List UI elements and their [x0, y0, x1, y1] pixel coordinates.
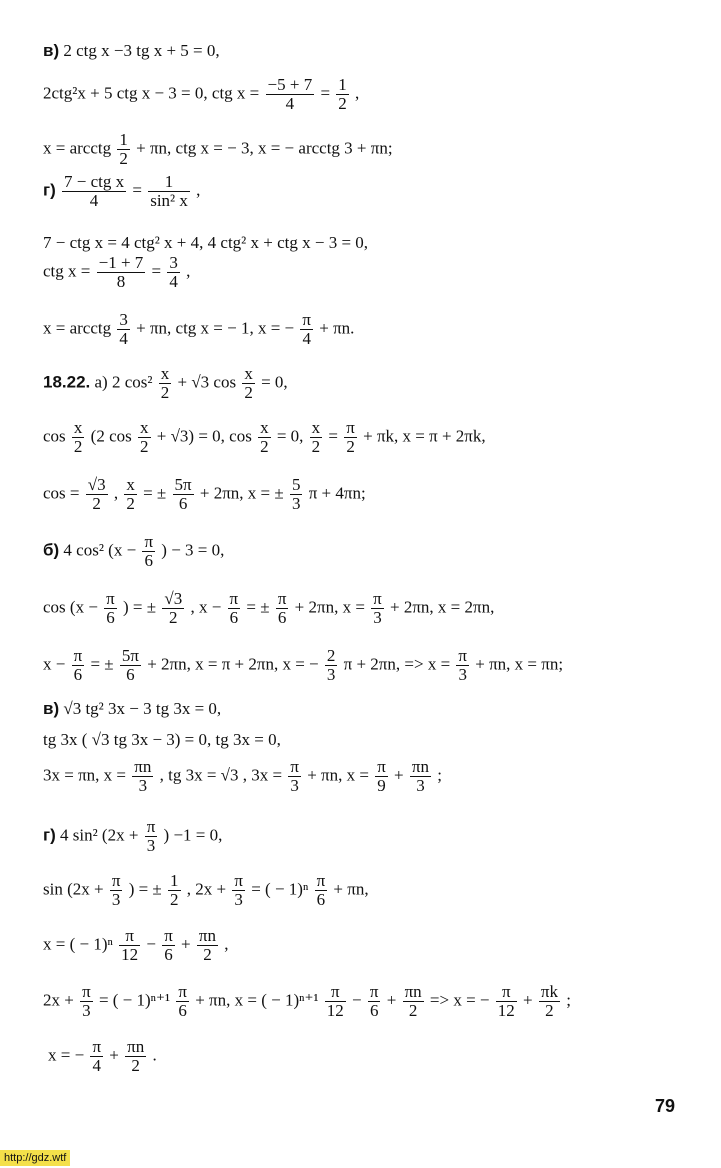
line-1 [43, 42, 220, 59]
expr: + 2πn, x = π + 2πn, x = − [147, 654, 319, 674]
fraction [168, 872, 181, 909]
numerator: πn [134, 757, 152, 776]
equation: 2 ctg x −3 tg x + 5 = 0, [63, 41, 220, 60]
fraction [90, 1038, 103, 1075]
fraction [72, 647, 85, 684]
denominator: 12 [497, 1000, 515, 1020]
fraction [80, 983, 93, 1020]
fraction [132, 758, 153, 795]
expr: = 0, [261, 372, 288, 392]
fraction [456, 647, 469, 684]
denominator: 2 [86, 494, 108, 513]
line-8 [43, 365, 288, 402]
expr: = [151, 261, 162, 281]
line-10 [43, 476, 366, 513]
denominator: sin² x [150, 190, 188, 210]
fraction [97, 254, 146, 291]
denominator: 4 [62, 191, 126, 210]
fraction [266, 76, 315, 113]
expr: , [186, 261, 191, 281]
fraction [86, 476, 108, 513]
expr: ; [437, 765, 442, 785]
expr: + [394, 765, 404, 785]
item-label: в) [43, 41, 60, 60]
numerator: 1 [170, 871, 179, 890]
fraction [110, 872, 123, 909]
page-number: 79 [655, 1096, 676, 1116]
denominator: 6 [104, 608, 117, 627]
fraction [371, 590, 384, 627]
line-12 [43, 590, 494, 627]
expr: ctg x = [43, 261, 91, 281]
numerator: √3 [164, 589, 183, 608]
line-9 [43, 419, 486, 456]
expr: sin (2x + [43, 879, 104, 899]
expr: x = arcctg [43, 138, 112, 158]
numerator: πn [127, 1037, 145, 1056]
numerator: 1 [338, 75, 347, 94]
watermark-link[interactable]: http://gdz.wtf [0, 1150, 70, 1166]
expr: 4 sin² (2x + [60, 825, 139, 845]
expr: + 2πn, x = [294, 597, 365, 617]
denominator: 3 [80, 1001, 93, 1020]
numerator: π [331, 982, 340, 1001]
expr: + πn, ctg x = − 1, x = − [136, 318, 295, 338]
line-14 [43, 700, 221, 717]
expr: cos [43, 426, 66, 446]
numerator: 5π [174, 475, 192, 494]
expr: x − [43, 654, 66, 674]
expr: = 0, [276, 426, 304, 446]
expr: + [109, 1045, 119, 1065]
numerator: π [277, 589, 287, 608]
numerator: π [229, 589, 239, 608]
denominator: 2 [311, 436, 321, 456]
line-11 [43, 533, 224, 570]
fraction [410, 758, 431, 795]
fraction [142, 533, 155, 570]
expr: ) = ± [128, 879, 162, 899]
numerator: π [373, 589, 382, 608]
expr: (2 cos [90, 426, 132, 446]
numerator: 3 [119, 310, 128, 329]
fraction [117, 311, 130, 348]
numerator: 3 [169, 253, 178, 272]
expr: π + 2πn, => x = [343, 654, 451, 674]
denominator: 6 [228, 608, 241, 627]
expr: cos (x − [43, 597, 98, 617]
numerator: π [290, 757, 299, 776]
expr: 3x = πn, x = [43, 765, 127, 785]
denominator: 3 [291, 493, 301, 513]
expr: + πn, x = ( − 1)ⁿ⁺¹ [195, 990, 319, 1010]
numerator: 5 [291, 475, 301, 494]
expr: , [224, 934, 229, 954]
line-16 [43, 758, 442, 795]
fraction [300, 311, 313, 348]
denominator: 4 [90, 1056, 103, 1075]
fraction [62, 173, 126, 210]
expr: + [523, 990, 533, 1010]
numerator: 2 [326, 646, 336, 665]
fraction [72, 419, 85, 456]
denominator: 2 [73, 436, 83, 456]
expr: x = − [48, 1045, 85, 1065]
expr: , [113, 483, 119, 503]
denominator: 2 [197, 945, 218, 964]
fraction [120, 647, 141, 684]
denominator: 3 [326, 664, 336, 684]
fraction [310, 419, 323, 456]
denominator: 2 [338, 93, 347, 113]
expr: + πn, [333, 879, 369, 899]
denominator: 6 [162, 945, 175, 964]
equation: 7 − ctg x = 4 ctg² x + 4, 4 ctg² x + ctg x − 3 = 0, [43, 233, 369, 252]
expr: = [328, 426, 339, 446]
numerator: x [73, 418, 83, 437]
expr: , 2x + [186, 879, 227, 899]
line-2 [43, 76, 359, 113]
fraction [145, 818, 158, 855]
numerator: x [244, 364, 253, 383]
line-19 [43, 927, 228, 964]
fraction [119, 927, 140, 964]
expr: + √3 cos [177, 372, 237, 392]
expr: 2x + [43, 990, 74, 1010]
numerator: π [164, 926, 173, 945]
expr: + πk, x = π + 2πk, [363, 426, 486, 446]
expr: = ( − 1)ⁿ [251, 879, 309, 899]
denominator: 3 [145, 836, 158, 855]
fraction [148, 173, 190, 210]
line-18 [43, 872, 369, 909]
expr: => x = − [429, 990, 490, 1010]
numerator: π [92, 1037, 102, 1056]
denominator: 6 [276, 608, 289, 627]
fraction [368, 983, 381, 1020]
item-label: г) [43, 180, 56, 200]
expr: cos = [43, 483, 80, 503]
denominator: 8 [97, 272, 146, 291]
expr: = [320, 83, 331, 103]
fraction [167, 254, 180, 291]
fraction [315, 872, 328, 909]
expr: , x − [190, 597, 222, 617]
line-15 [43, 731, 281, 748]
denominator: 12 [326, 1000, 344, 1020]
line-21 [48, 1038, 157, 1075]
numerator: π [302, 310, 311, 329]
numerator: π [106, 589, 115, 608]
expr: + 2πn, x = ± [199, 483, 284, 503]
numerator: π [73, 646, 83, 665]
denominator: 6 [173, 494, 194, 513]
fraction [162, 927, 175, 964]
expr: + [386, 990, 397, 1010]
denominator: 2 [344, 437, 357, 456]
numerator: √3 [87, 475, 106, 494]
line-20 [43, 983, 571, 1020]
expr: + [181, 934, 191, 954]
denominator: 2 [140, 436, 149, 456]
item-label: в) [43, 699, 60, 718]
expr: = [132, 180, 142, 200]
fraction [325, 647, 338, 684]
fraction [162, 590, 184, 627]
expr: = ± [143, 483, 167, 503]
denominator: 2 [162, 608, 184, 627]
expr: а) 2 cos² [94, 372, 153, 392]
denominator: 4 [300, 329, 313, 348]
fraction [124, 476, 137, 513]
line-6 [43, 254, 190, 291]
fraction [104, 590, 117, 627]
denominator: 3 [371, 608, 384, 627]
fraction [258, 419, 271, 456]
expr: ) = ± [123, 597, 157, 617]
numerator: x [160, 364, 170, 383]
numerator: x [311, 418, 321, 437]
numerator: π [458, 646, 467, 665]
denominator: 3 [232, 890, 245, 909]
denominator: 9 [375, 776, 388, 795]
expr: , [355, 83, 360, 103]
expr: + √3) = 0, cos [156, 426, 252, 446]
numerator: π [234, 871, 243, 890]
denominator: 6 [176, 1001, 189, 1020]
item-label: г) [43, 825, 56, 845]
fraction [325, 983, 346, 1020]
equation: √3 tg² 3x − 3 tg 3x = 0, [63, 699, 222, 718]
fraction [138, 419, 151, 456]
numerator: π [144, 532, 154, 551]
fraction [276, 590, 289, 627]
denominator: 2 [119, 148, 128, 168]
numerator: π [111, 871, 121, 890]
expr: = ± [90, 654, 114, 674]
expr: = ( − 1)ⁿ⁺¹ [98, 990, 171, 1010]
item-label: б) [43, 540, 60, 560]
expr: ; [566, 990, 571, 1010]
numerator: π [369, 982, 379, 1001]
expr: − [146, 934, 156, 954]
line-7 [43, 311, 354, 348]
line-5 [43, 234, 368, 251]
numerator: −1 + 7 [98, 253, 144, 272]
denominator: 6 [142, 551, 155, 570]
expr: , [196, 180, 201, 200]
fraction [197, 927, 218, 964]
fraction [125, 1038, 146, 1075]
numerator: π [178, 982, 187, 1001]
expr: + πn, ctg x = − 3, x = − arcctg 3 + πn; [136, 138, 393, 158]
denominator: 2 [403, 1001, 424, 1020]
denominator: 3 [288, 776, 301, 795]
fraction [290, 476, 303, 513]
fraction [242, 365, 255, 402]
denominator: 3 [456, 665, 469, 684]
expr: + 2πn, x = 2πn, [390, 597, 495, 617]
expr: x = ( − 1)ⁿ [43, 934, 113, 954]
numerator: 1 [164, 172, 174, 191]
denominator: 2 [125, 1056, 146, 1075]
numerator: π [125, 926, 134, 945]
expr: + πn, x = πn; [475, 654, 564, 674]
numerator: −5 + 7 [267, 75, 313, 94]
expr: . [152, 1045, 157, 1065]
denominator: 6 [315, 890, 328, 909]
denominator: 6 [120, 665, 141, 684]
numerator: 1 [119, 130, 128, 149]
expr: 2ctg²x + 5 ctg x − 3 = 0, ctg x = [43, 83, 260, 103]
denominator: 3 [110, 890, 123, 909]
fraction [159, 365, 172, 402]
numerator: π [82, 982, 91, 1001]
numerator: π [377, 757, 386, 776]
expr: + πn. [319, 318, 355, 338]
numerator: πn [404, 982, 422, 1001]
expr: ) − 3 = 0, [161, 540, 225, 560]
denominator: 6 [72, 665, 85, 684]
fraction [403, 983, 424, 1020]
line-13 [43, 647, 563, 684]
fraction [336, 76, 349, 113]
numerator: x [140, 418, 149, 437]
numerator: πk [540, 982, 558, 1001]
expr: x = arcctg [43, 318, 112, 338]
numerator: π [501, 982, 511, 1001]
numerator: π [146, 817, 156, 836]
denominator: 3 [132, 776, 153, 795]
denominator: 2 [170, 889, 179, 909]
fraction [539, 983, 560, 1020]
line-3 [43, 131, 393, 168]
numerator: 7 − ctg x [64, 172, 125, 191]
denominator: 6 [368, 1001, 381, 1020]
fraction [117, 131, 130, 168]
denominator: 2 [539, 1001, 560, 1020]
denominator: 2 [260, 436, 269, 456]
line-4 [43, 173, 200, 210]
denominator: 2 [126, 493, 135, 513]
denominator: 4 [119, 328, 128, 348]
expr: π + 4πn; [308, 483, 366, 503]
fraction [496, 983, 517, 1020]
denominator: 2 [160, 382, 170, 402]
denominator: 4 [266, 94, 315, 113]
numerator: 5π [121, 646, 139, 665]
fraction [288, 758, 301, 795]
denominator: 3 [410, 776, 431, 795]
expr: = ± [246, 597, 270, 617]
fraction [173, 476, 194, 513]
expr: + πn, x = [307, 765, 369, 785]
fraction [176, 983, 189, 1020]
denominator: 4 [169, 271, 178, 291]
numerator: πn [411, 757, 429, 776]
fraction [375, 758, 388, 795]
fraction [228, 590, 241, 627]
numerator: πn [198, 926, 216, 945]
expr: 4 cos² (x − [63, 540, 137, 560]
line-17 [43, 818, 222, 855]
fraction [232, 872, 245, 909]
denominator: 2 [244, 382, 253, 402]
expr: , tg 3x = √3 , 3x = [159, 765, 283, 785]
numerator: x [126, 475, 135, 494]
numerator: π [316, 871, 326, 890]
numerator: π [346, 418, 355, 437]
denominator: 12 [121, 944, 139, 964]
fraction [344, 419, 357, 456]
equation: tg 3x ( √3 tg 3x − 3) = 0, tg 3x = 0, [43, 730, 281, 749]
expr: − [352, 990, 362, 1010]
expr: ) −1 = 0, [163, 825, 223, 845]
numerator: x [260, 418, 269, 437]
problem-number: 18.22. [43, 372, 91, 392]
